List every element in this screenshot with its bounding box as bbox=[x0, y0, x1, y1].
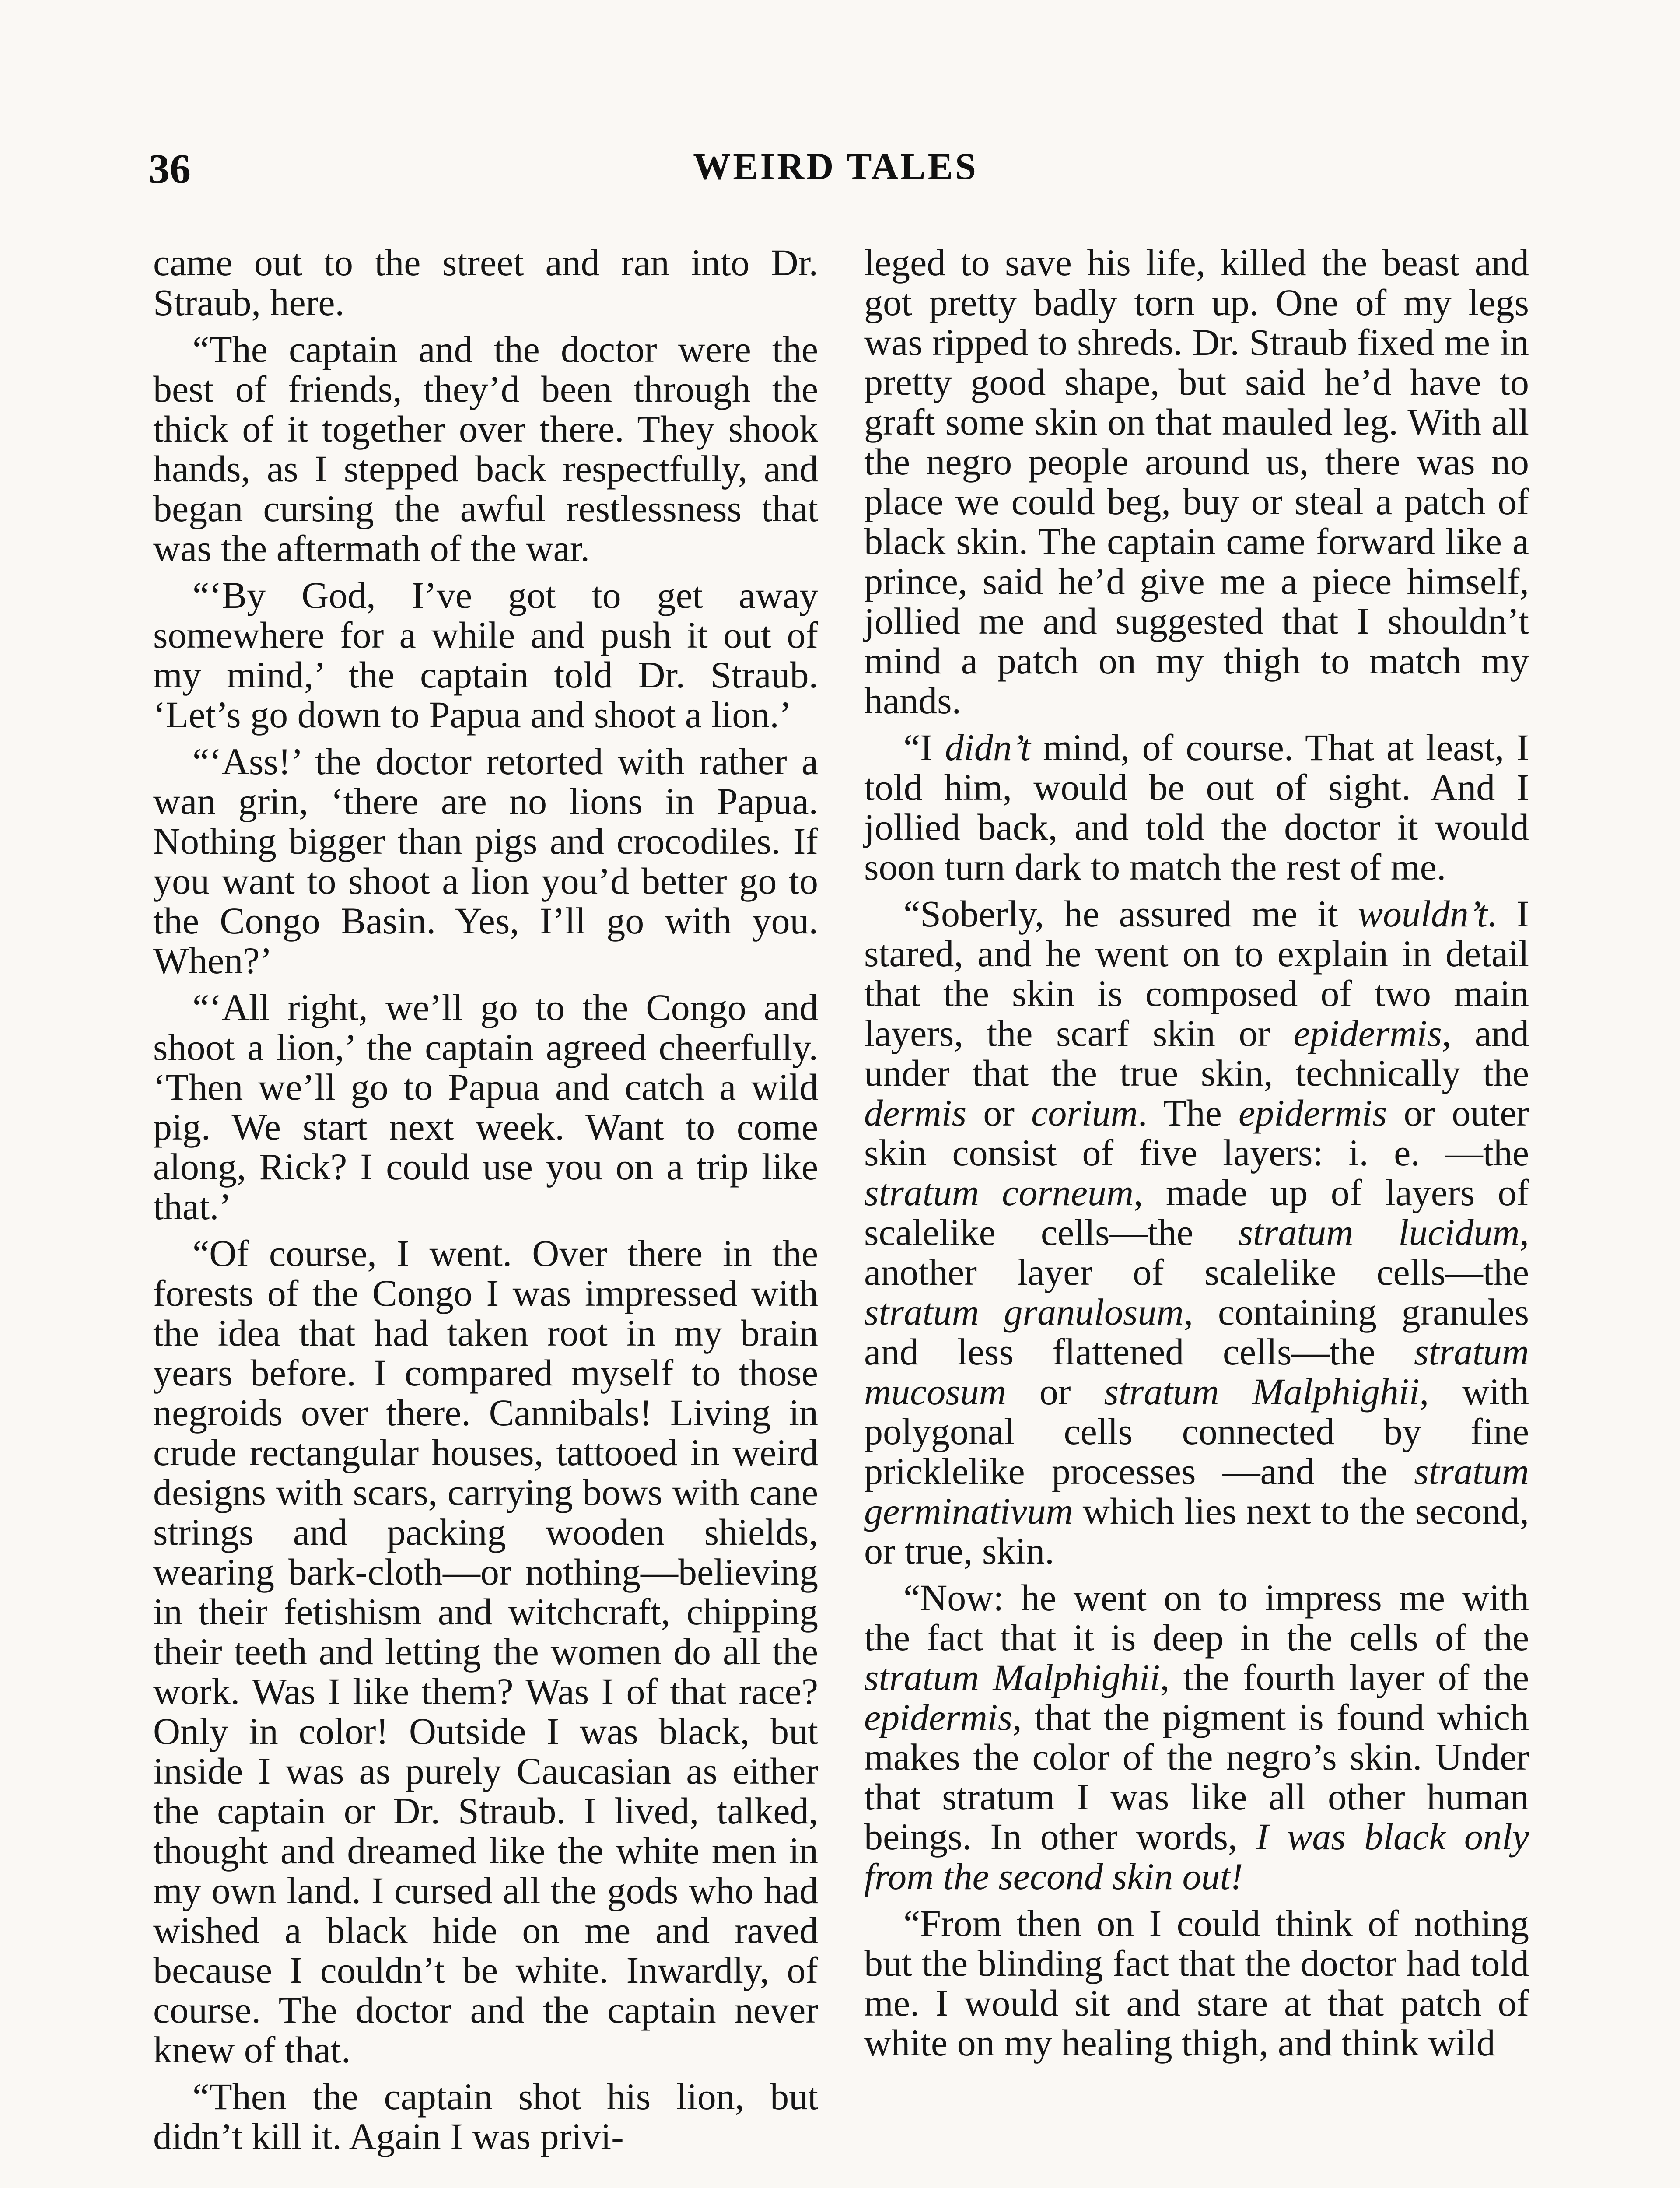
page-number: 36 bbox=[149, 145, 191, 192]
paragraph: “‘By God, I’ve got to get away somewhere for a while and push it out of my mind,’ the captain told Dr. Straub. ‘Let’s go down to Papua and shoot a lion.’ bbox=[153, 574, 818, 736]
page-header bbox=[149, 144, 1522, 193]
italic-run: stratum mucosum bbox=[864, 1331, 1529, 1413]
right-column bbox=[864, 243, 1529, 2070]
text-run: “Soberly, he assured me it bbox=[903, 893, 1358, 935]
paragraph: leged to save his life, killed the beast and got pretty badly torn up. One of my legs was ripped to shreds. Dr. Straub fixed me in pretty good shape, but said he’d have to graft some skin on that mauled leg. With all the negro people around us, there was no place we could beg, buy or steal a patch of black skin. The captain came forward like a prince, said he’d give me a piece himself, jollied me and suggested that I shouldn’t mind a patch on my thigh to match my hands. bbox=[864, 242, 1529, 722]
text-run: , and under that the true skin, technically the bbox=[864, 1012, 1529, 1094]
text-run: , containing granules and less flattened cells—the bbox=[864, 1291, 1529, 1373]
paragraph bbox=[864, 1578, 1529, 1897]
text-run: mind, of course. That at least, I told him, would be out of sight. And I jollied back, and told the doctor it would soon turn dark to match the rest of me. bbox=[864, 726, 1530, 888]
left-column bbox=[153, 243, 818, 2163]
paragraph: “Of course, I went. Over there in the forests of the Congo I was impressed with the idea that had taken root in my brain years before. I compared myself to those negroids over there. Cannibals! Living in crude rectangular houses, tattooed in weird designs with scars, carrying bows with cane strings and packing wooden shields, wearing bark-cloth—or nothing—believing in their fetishism and witchcraft, chipping their teeth and letting the women do all the work. Was I like them? Was I of that race? Only in color! Outside I was black, but inside I was as purely Caucasian as either the captain or Dr. Straub. I lived, talked, thought and dreamed like the white men in my own land. I cursed all the gods who had wished a black hide on me and raved because I couldn’t be white. Inwardly, of course. The doctor and the captain never knew of that. bbox=[153, 1232, 818, 2071]
text-run: or bbox=[1006, 1371, 1104, 1413]
paragraph: came out to the street and ran into Dr. Straub, here. bbox=[153, 242, 818, 323]
text-run: , made up of layers of scalelike cells—the bbox=[864, 1171, 1529, 1253]
italic-run: epidermis bbox=[864, 1696, 1013, 1738]
text-run: , the fourth layer of the bbox=[1160, 1656, 1530, 1698]
text-run: , that the pigment is found which makes the color of the negro’s skin. Under that stratum I was like all other human beings. In other words, bbox=[864, 1696, 1529, 1858]
italic-run: stratum Malphighii bbox=[1104, 1371, 1420, 1413]
running-title: WEIRD TALES bbox=[693, 145, 978, 187]
italic-run: stratum corneum bbox=[864, 1171, 1134, 1213]
text-run: , another layer of scalelike cells—the bbox=[864, 1211, 1529, 1293]
italic-run: I was black only from the second skin out! bbox=[864, 1816, 1529, 1897]
text-run: , with polygonal cells connected by fine pricklelike processes —and the bbox=[864, 1371, 1529, 1492]
italic-run: wouldn’t bbox=[1358, 893, 1488, 935]
paragraph bbox=[864, 894, 1529, 1571]
text-run: “I bbox=[903, 726, 945, 768]
italic-run: dermis bbox=[864, 1092, 967, 1134]
paragraph: “Then the captain shot his lion, but didn’t kill it. Again I was privi- bbox=[153, 2076, 818, 2157]
italic-run: epidermis bbox=[1239, 1092, 1387, 1134]
text-run: or bbox=[966, 1092, 1032, 1134]
italic-run: stratum granulosum bbox=[864, 1291, 1184, 1333]
text-run: . The bbox=[1138, 1092, 1239, 1134]
italic-run: stratum Malphighii bbox=[864, 1656, 1160, 1698]
text-run: which lies next to the second, or true, skin. bbox=[864, 1490, 1529, 1572]
italic-run: epidermis bbox=[1293, 1012, 1442, 1054]
paragraph: “‘Ass!’ the doctor retorted with rather a wan grin, ‘there are no lions in Papua. Nothing bigger than pigs and crocodiles. If you want to shoot a lion you’d better go to the Congo Basin. Yes, I’ll go with you. When?’ bbox=[153, 740, 818, 982]
italic-run: stratum lucidum bbox=[1238, 1211, 1520, 1253]
paragraph: “The captain and the doctor were the best of friends, they’d been through the thick of it together over there. They shook hands, as I stepped back respectfully, and began cursing the awful restlessness that was the aftermath of the war. bbox=[153, 328, 818, 569]
paragraph: “From then on I could think of nothing but the blinding fact that the doctor had told me. I would sit and stare at that patch of white on my healing thigh, and think wild bbox=[864, 1902, 1529, 2064]
paragraph: “‘All right, we’ll go to the Congo and shoot a lion,’ the captain agreed cheerfully. ‘Then we’ll go to Papua and catch a wild pig. We start next week. Want to come along, Rick? I could use you on a trip like that.’ bbox=[153, 986, 818, 1227]
text-run: “Now: he went on to impress me with the fact that it is deep in the cells of the bbox=[864, 1577, 1529, 1659]
italic-run: didn’t bbox=[945, 726, 1031, 768]
paragraph bbox=[864, 728, 1529, 887]
italic-run: stratum germinativum bbox=[864, 1450, 1529, 1532]
italic-run: corium bbox=[1031, 1092, 1138, 1134]
text-run: or outer skin consist of five layers: i. e. —the bbox=[864, 1092, 1530, 1174]
text-run: . I stared, and he went on to explain in detail that the skin is composed of two main layers, the scarf skin or bbox=[864, 893, 1530, 1054]
